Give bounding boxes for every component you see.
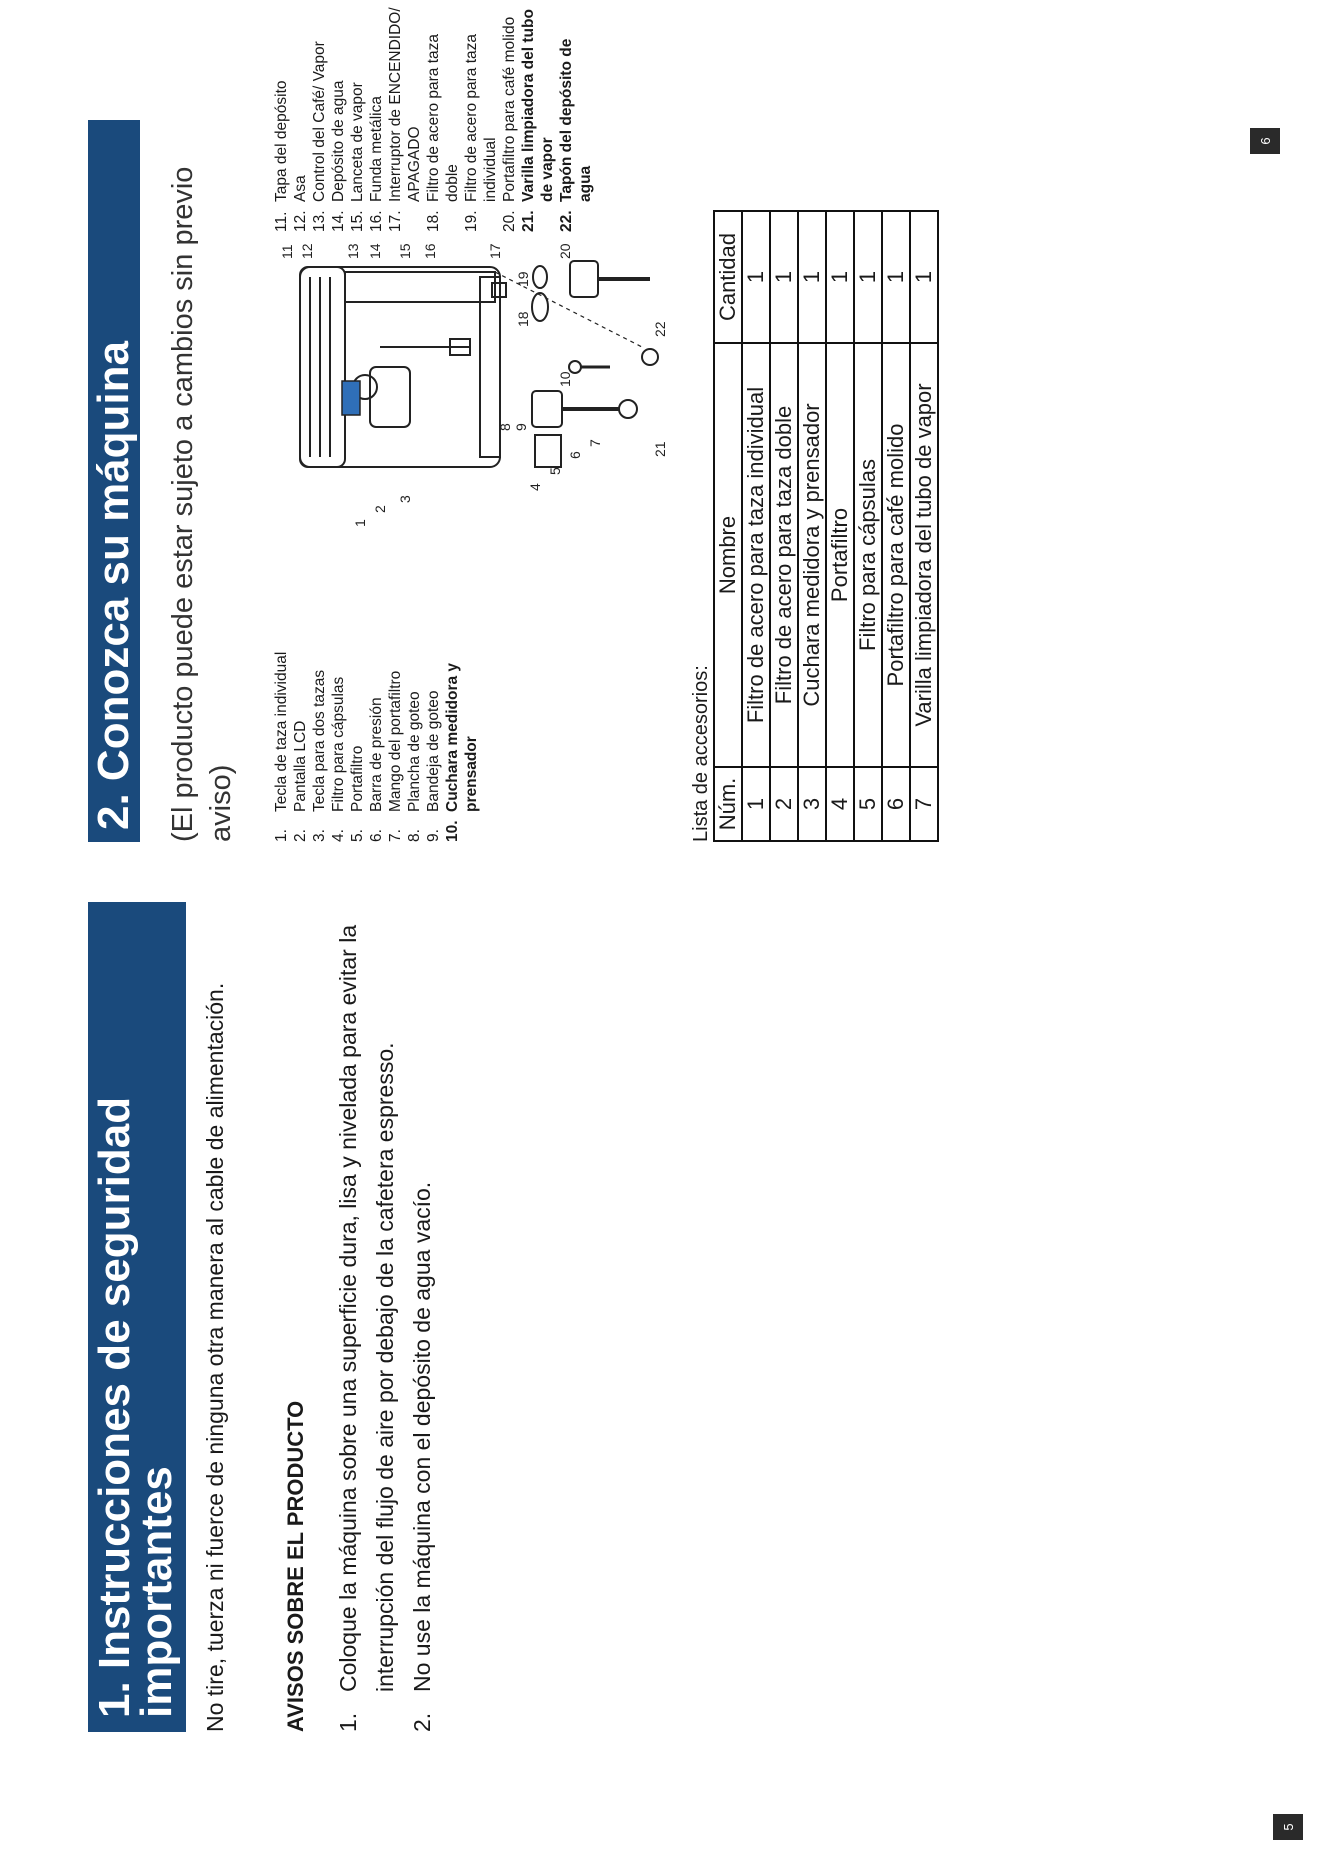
part-label: Plancha de goteo	[406, 691, 423, 812]
cell-name: Cuchara medidora y prensador	[798, 343, 826, 767]
warning-item	[404, 912, 441, 1732]
part-item	[386, 2, 424, 232]
part-number: 8.	[406, 829, 423, 842]
cell-name: Varilla limpiadora del tubo de vapor	[910, 343, 938, 767]
page-number-right: 6	[1250, 128, 1280, 154]
part-item	[348, 642, 367, 842]
cell-qty: 1	[882, 211, 910, 343]
cell-name: Filtro para cápsulas	[854, 343, 882, 767]
callout-12: 12	[299, 243, 315, 259]
warning-text: Coloque la máquina sobre una superficie dura, lisa y nivelada para evitar la interrupción del flujo de aire por debajo de la cafetera espresso.	[335, 924, 398, 1692]
part-item	[424, 2, 462, 232]
part-item	[500, 2, 519, 232]
part-item	[367, 642, 386, 842]
part-number: 5.	[349, 829, 366, 842]
part-label: Tecla de taza individual	[273, 651, 290, 812]
part-number: 3.	[311, 829, 328, 842]
callout-21: 21	[652, 441, 668, 457]
callout-3: 3	[397, 495, 413, 503]
part-label: Pantalla LCD	[292, 720, 309, 812]
part-item	[424, 642, 443, 842]
capsule-filter	[535, 435, 561, 467]
part-label: Filtro de acero para taza individual	[463, 33, 499, 202]
part-label: Control del Café/ Vapor	[311, 41, 328, 202]
cell-qty: 1	[798, 211, 826, 343]
part-item	[272, 2, 291, 232]
callout-10: 10	[557, 371, 573, 387]
product-change-note: (El producto puede estar sujeto a cambios sin previo aviso)	[167, 166, 237, 842]
callout-4: 4	[527, 483, 543, 491]
part-item	[272, 642, 291, 842]
part-label: Mango del portafiltro	[387, 670, 404, 812]
cell-name: Filtro de acero para taza doble	[770, 343, 798, 767]
part-label: Interruptor de ENCENDIDO/ APAGADO	[387, 7, 423, 202]
table-row	[798, 211, 826, 841]
part-label: Tapón del depósito de agua	[558, 38, 594, 202]
part-item	[329, 2, 348, 232]
callout-15: 15	[397, 243, 413, 259]
callout-13: 13	[345, 243, 361, 259]
part-number: 2.	[292, 829, 309, 842]
part-label: Filtro para cápsulas	[330, 676, 347, 812]
part-label: Tapa del depósito	[273, 80, 290, 202]
part-item	[291, 2, 310, 232]
part-label: Filtro de acero para taza doble	[425, 33, 461, 202]
part-label: Asa	[292, 175, 309, 202]
part-number: 17.	[387, 210, 404, 232]
parts-list-right	[272, 2, 595, 232]
part-label: Lanceta de vapor	[349, 82, 366, 202]
callout-20: 20	[557, 243, 573, 259]
part-label: Tecla para dos tazas	[311, 669, 328, 812]
part-item	[291, 642, 310, 842]
part-number: 11.	[273, 211, 290, 232]
cell-qty: 1	[770, 211, 798, 343]
part-number: 19.	[463, 210, 480, 232]
cell-qty: 1	[854, 211, 882, 343]
section-heading-machine: 2. Conozca su máquina	[88, 120, 140, 842]
part-number: 7.	[387, 829, 404, 842]
tank-cap	[642, 349, 658, 365]
warning-number: 2.	[409, 1712, 435, 1732]
part-number: 10.	[444, 820, 461, 842]
part-number: 9.	[425, 829, 442, 842]
cell-num: 2	[770, 767, 798, 841]
table-row	[882, 211, 910, 841]
cell-qty: 1	[742, 211, 770, 343]
machine-top-panel	[300, 267, 345, 467]
callout-8: 8	[497, 423, 513, 431]
column-header-num: Núm.	[714, 767, 742, 841]
avisos-subheading: AVISOS SOBRE EL PRODUCTO	[283, 1400, 308, 1732]
part-number: 13.	[311, 210, 328, 232]
callout-1: 1	[352, 519, 368, 527]
part-number: 20.	[501, 210, 518, 232]
table-row	[910, 211, 938, 841]
lcd-display	[342, 381, 360, 415]
parts-list-left	[272, 642, 481, 842]
warnings-list	[330, 912, 441, 1732]
column-header-name: Nombre	[714, 343, 742, 767]
cell-qty: 1	[910, 211, 938, 343]
part-number: 22.	[558, 210, 575, 232]
portafilter	[532, 391, 562, 427]
part-number: 16.	[368, 210, 385, 232]
table-row	[854, 211, 882, 841]
callout-7: 7	[587, 439, 603, 447]
cell-num: 3	[798, 767, 826, 841]
part-item	[310, 2, 329, 232]
part-number: 15.	[349, 210, 366, 232]
accessories-title: Lista de accesorios:	[690, 665, 712, 842]
cell-num: 6	[882, 767, 910, 841]
part-label: Cuchara medidora y prensador	[444, 662, 480, 812]
ground-portafilter	[570, 261, 598, 297]
cell-num: 5	[854, 767, 882, 841]
callout-16: 16	[422, 243, 438, 259]
part-item	[557, 2, 595, 232]
single-filter	[533, 266, 547, 288]
intro-paragraph: No tire, tuerza ni fuerce de ninguna otra manera al cable de alimentación.	[202, 982, 228, 1732]
part-item	[310, 642, 329, 842]
callout-6: 6	[567, 451, 583, 459]
part-label: Barra de presión	[368, 697, 385, 812]
table-row	[770, 211, 798, 841]
part-item	[386, 642, 405, 842]
callout-9: 9	[513, 423, 529, 431]
group-head	[370, 367, 410, 427]
water-tank	[345, 272, 495, 302]
accessories-table	[713, 210, 939, 842]
callout-2: 2	[372, 505, 388, 513]
callout-22: 22	[652, 321, 668, 337]
part-label: Portafiltro	[349, 745, 366, 812]
part-label: Varilla limpiadora del tubo de vapor	[520, 9, 556, 202]
cell-num: 1	[742, 767, 770, 841]
cell-name: Filtro de acero para taza individual	[742, 343, 770, 767]
callout-18: 18	[515, 311, 531, 327]
table-row	[826, 211, 854, 841]
part-item	[519, 2, 557, 232]
part-number: 12.	[292, 210, 309, 232]
part-item	[462, 2, 500, 232]
part-number: 1.	[273, 829, 290, 842]
page-number-left: 5	[1273, 1814, 1303, 1840]
cell-num: 4	[826, 767, 854, 841]
column-header-qty: Cantidad	[714, 211, 742, 343]
part-label: Portafiltro para café molido	[501, 16, 518, 202]
warning-item	[330, 912, 404, 1732]
part-item	[348, 2, 367, 232]
callout-14: 14	[367, 243, 383, 259]
table-header-row	[714, 211, 742, 841]
section-heading-safety: 1. Instrucciones de seguridad importantes	[88, 902, 186, 1732]
callout-19: 19	[515, 271, 531, 287]
table-row	[742, 211, 770, 841]
callout-11: 11	[279, 244, 295, 259]
part-item	[367, 2, 386, 232]
callout-17: 17	[487, 243, 503, 259]
part-number: 14.	[330, 210, 347, 232]
part-label: Funda metálica	[368, 96, 385, 202]
cell-num: 7	[910, 767, 938, 841]
callout-5: 5	[547, 467, 563, 475]
cell-qty: 1	[826, 211, 854, 343]
part-number: 18.	[425, 210, 442, 232]
warning-number: 1.	[335, 1712, 361, 1732]
part-number: 21.	[520, 210, 537, 232]
machine-diagram	[270, 237, 670, 527]
part-item	[405, 642, 424, 842]
cell-name: Portafiltro	[826, 343, 854, 767]
part-number: 6.	[368, 829, 385, 842]
cell-name: Portafiltro para café molido	[882, 343, 910, 767]
part-item	[329, 642, 348, 842]
part-label: Bandeja de goteo	[425, 690, 442, 812]
warning-text: No use la máquina con el depósito de agua vacío.	[409, 1181, 435, 1692]
part-number: 4.	[330, 829, 347, 842]
part-item	[443, 642, 481, 842]
part-label: Depósito de agua	[330, 80, 347, 202]
